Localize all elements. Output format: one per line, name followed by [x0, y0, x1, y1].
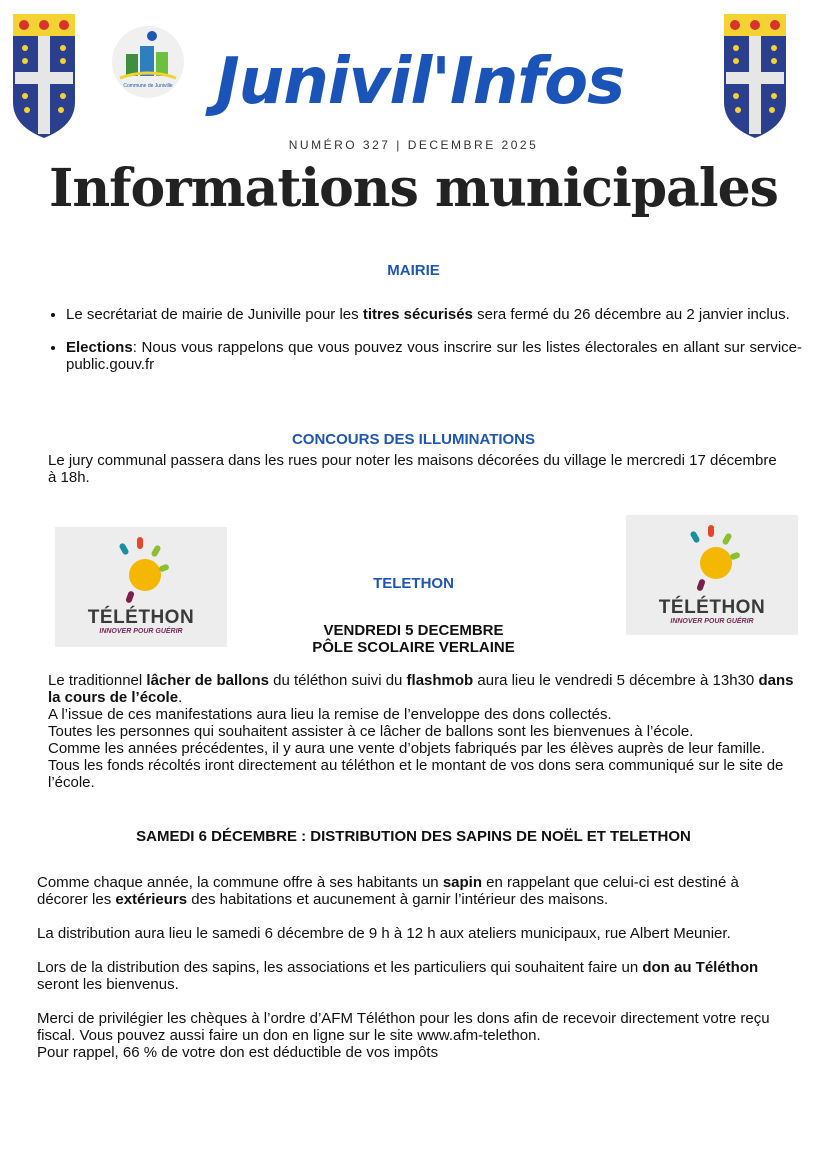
sapins-paragraph-5: Pour rappel, 66 % de votre don est déductible de vos impôts [37, 1044, 439, 1061]
sapins-paragraph-3: Lors de la distribution des sapins, les associations et les particuliers qui souhaitent faire un don au Téléthon seront les bienvenus. [37, 959, 759, 993]
issue-line: NUMÉRO 327 | DECEMBRE 2025 [288, 138, 539, 152]
coat-of-arms-right [724, 14, 786, 138]
telethon-logo-text: TÉLÉTHON [658, 597, 766, 618]
mairie-heading: MAIRIE [387, 262, 440, 279]
telethon-place: PÔLE SCOLAIRE VERLAINE [312, 639, 515, 656]
sapins-paragraph-1: Comme chaque année, la commune offre à ses habitants un sapin en rappelant que celui-ci est destiné à décorer les extérieurs des habitations et aucunement à garnir l’intérieur des maisons. [37, 874, 739, 908]
list-item: • Elections: Nous vous rappelons que vous pouvez vous inscrire sur les listes électorales en allant sur service-public.gouv.fr [66, 339, 802, 373]
telethon-logo-tagline: INNOVER POUR GUÉRIR [99, 628, 183, 635]
sapins-paragraph-2: La distribution aura lieu le samedi 6 décembre de 9 h à 12 h aux ateliers municipaux, rue Albert Meunier. [37, 925, 731, 942]
mairie-bullet-list [48, 306, 802, 389]
telethon-line-4: Comme les années précédentes, il y aura une vente d’objets fabriqués par les élèves auprès de leur famille. [48, 740, 766, 757]
page-title: Informations municipales [49, 158, 778, 219]
sapins-paragraph-4: Merci de privilégier les chèques à l’ordre d’AFM Téléthon pour les dons afin de recevoir directement votre reçu fiscal. Vous pouvez aussi faire un don en ligne sur le site www.afm-telethon. [37, 1010, 770, 1044]
telethon-line-3: Toutes les personnes qui souhaitent assister à ce lâcher de ballons sont les bienvenues à l’école. [48, 723, 694, 740]
commune-logo-caption: Commune de Juniville [123, 83, 173, 89]
telethon-date: VENDREDI 5 DECEMBRE [323, 622, 504, 639]
telethon-line-5: Tous les fonds récoltés iront directement au téléthon et le montant de vos dons sera communiqué sur le site de l’école. [48, 757, 784, 791]
list-item: • Le secrétariat de mairie de Juniville pour les titres sécurisés sera fermé du 26 décembre au 2 janvier inclus. [66, 306, 802, 323]
telethon-line-2: A l’issue de ces manifestations aura lieu la remise de l’enveloppe des dons collectés. [48, 706, 612, 723]
telethon-body [48, 672, 800, 791]
telethon-heading: TELETHON [373, 575, 454, 592]
sapins-heading: SAMEDI 6 DÉCEMBRE : DISTRIBUTION DES SAPINS DE NOËL ET TELETHON [136, 828, 691, 845]
masthead-title: Junivil'Infos [215, 45, 625, 119]
sapins-body [37, 874, 789, 1061]
telethon-paragraph-1: Le traditionnel lâcher de ballons du téléthon suivi du flashmob aura lieu le vendredi 5 décembre à 13h30 dans la cours de l’école. [48, 672, 794, 706]
coat-of-arms-left [13, 14, 75, 138]
telethon-logo-tagline: INNOVER POUR GUÉRIR [670, 618, 754, 625]
telethon-flame-icon [113, 537, 173, 605]
telethon-logo-text: TÉLÉTHON [87, 607, 195, 628]
illuminations-text: Le jury communal passera dans les rues pour noter les maisons décorées du village le mercredi 17 décembre à 18h. [48, 452, 777, 486]
illuminations-heading: CONCOURS DES ILLUMINATIONS [291, 431, 536, 448]
